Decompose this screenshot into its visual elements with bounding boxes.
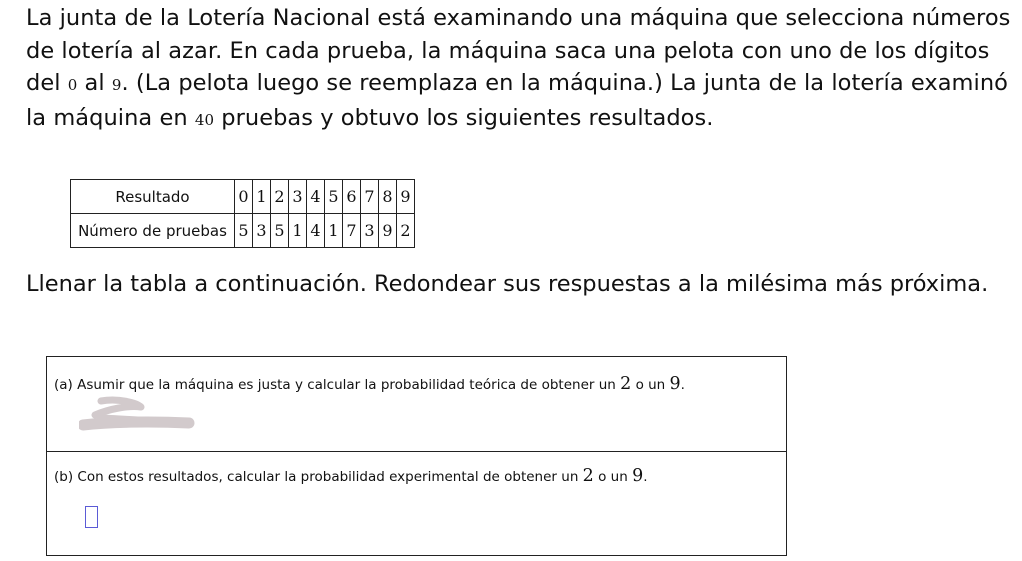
outcome-cell: 7 <box>361 180 379 214</box>
part-a-text-3: . <box>680 377 685 393</box>
count-cell: 2 <box>397 214 415 248</box>
part-b-question <box>54 467 648 486</box>
problem-text-3: . (La pelota luego se reemplaza en la máquina.) La junta de la lotería examinó la máquina en <box>26 70 1008 131</box>
part-b-num-2: 9 <box>632 466 644 486</box>
part-a-num-2: 9 <box>669 374 681 394</box>
problem-text-2: al <box>77 70 112 96</box>
count-cell: 3 <box>253 214 271 248</box>
outcome-cell: 1 <box>253 180 271 214</box>
outcome-cell: 9 <box>397 180 415 214</box>
problem-trials: 40 <box>194 110 215 129</box>
redaction-scribble <box>79 395 195 435</box>
problem-digit-high: 9 <box>111 76 122 94</box>
part-b-text-3: . <box>643 469 648 485</box>
outcome-cell: 3 <box>289 180 307 214</box>
problem-text-4: pruebas y obtuvo los siguientes resultados. <box>214 104 714 131</box>
part-b <box>47 451 786 561</box>
count-cell: 4 <box>307 214 325 248</box>
count-cell: 1 <box>289 214 307 248</box>
count-cell: 5 <box>271 214 289 248</box>
part-b-text-1: Con estos resultados, calcular la probabilidad experimental de obtener un <box>73 469 583 485</box>
count-cell: 5 <box>235 214 253 248</box>
count-cell: 3 <box>361 214 379 248</box>
outcome-row-label: Resultado <box>71 180 235 214</box>
problem-statement <box>26 2 1011 136</box>
outcome-cell: 2 <box>271 180 289 214</box>
outcome-cell: 4 <box>307 180 325 214</box>
count-cell: 9 <box>379 214 397 248</box>
part-a-label: (a) <box>54 377 73 393</box>
part-b-answer-input[interactable] <box>85 506 98 528</box>
part-b-label: (b) <box>54 469 74 485</box>
part-a-text-1: Asumir que la máquina es justa y calcular la probabilidad teórica de obtener un <box>72 377 621 393</box>
count-row <box>71 214 415 248</box>
part-a-text-2: o un <box>631 377 670 393</box>
outcome-cell: 5 <box>325 180 343 214</box>
part-b-text-2: o un <box>593 469 633 485</box>
results-table <box>70 179 415 248</box>
count-row-label: Número de pruebas <box>71 214 235 248</box>
outcome-row <box>71 180 415 214</box>
part-a-num-1: 2 <box>620 374 632 394</box>
problem-digit-low: 0 <box>67 76 78 94</box>
outcome-cell: 6 <box>343 180 361 214</box>
answer-box <box>46 356 787 556</box>
part-b-num-1: 2 <box>582 466 594 486</box>
outcome-cell: 8 <box>379 180 397 214</box>
count-cell: 7 <box>343 214 361 248</box>
part-a-question <box>54 375 685 394</box>
problem-text-1: La junta de la Lotería Nacional está examinando una máquina que selecciona números de lotería al azar. En cada prueba, la máquina saca una pelota con uno de los dígitos del <box>26 5 1011 96</box>
count-cell: 1 <box>325 214 343 248</box>
outcome-cell: 0 <box>235 180 253 214</box>
instruction-text: Llenar la tabla a continuación. Redondear sus respuestas a la milésima más próxima. <box>26 271 989 297</box>
part-a <box>47 357 786 452</box>
